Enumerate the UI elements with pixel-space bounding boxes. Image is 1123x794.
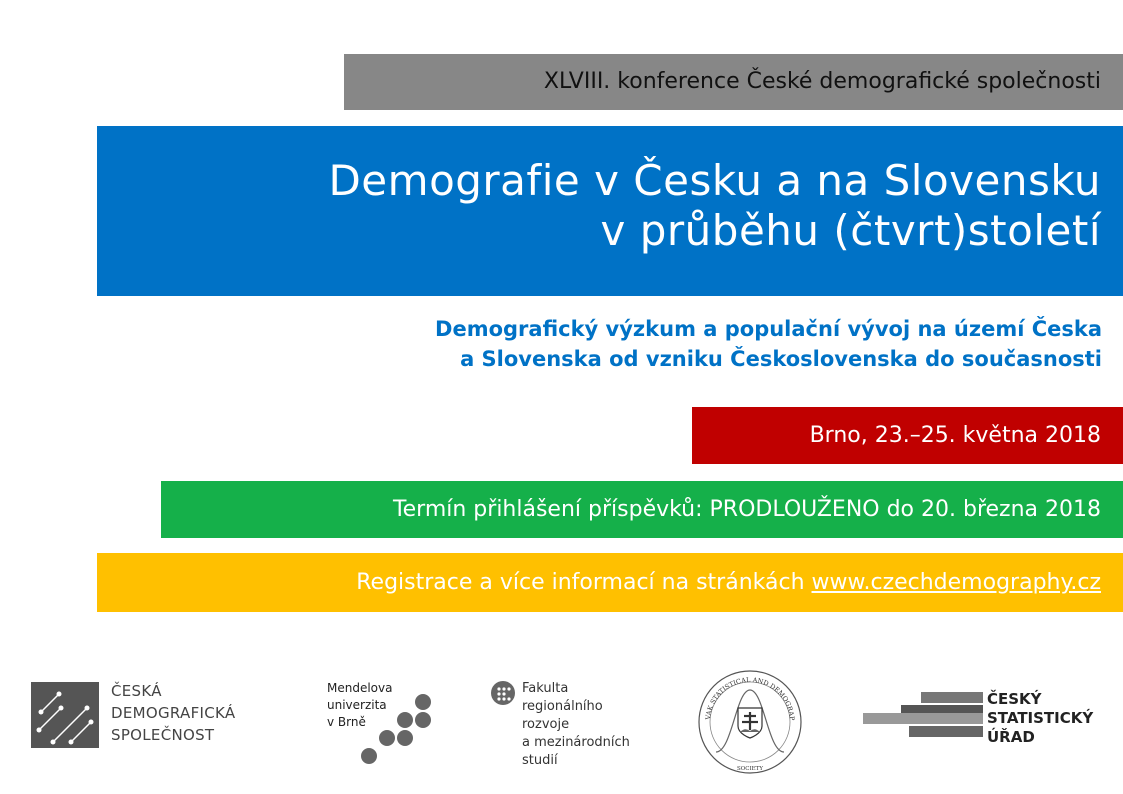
csu-line-2: STATISTICKÝ [987, 709, 1094, 727]
cds-line-1: ČESKÁ [111, 682, 162, 700]
subtitle-line-2: a Slovenska od vzniku Československa do současnosti [460, 347, 1102, 371]
frrms-line-1: Fakulta [522, 681, 569, 696]
dots-icon [325, 680, 445, 770]
seal-bottom-text: SOCIETY [737, 766, 763, 772]
seal-top-text: VAK STATISTICAL AND DEMOGRAP [704, 675, 797, 721]
title-block [97, 126, 1123, 296]
logo-ceska-demograficka-spolecnost [31, 680, 291, 750]
website-link[interactable]: www.czechdemography.cz [811, 570, 1101, 595]
subtitle-line-1: Demografický výzkum a populační vývoj na území Česka [435, 317, 1102, 341]
faculty-dots-icon [490, 680, 520, 710]
frrms-line-3: rozvoje [522, 717, 570, 732]
csu-line-3: ÚŘAD [987, 728, 1035, 746]
conference-name: XLVIII. konference České demografické společnosti [543, 69, 1101, 94]
logo-slovak-society-seal [696, 668, 804, 776]
frrms-line-5: studií [522, 753, 558, 768]
mendel-line-1: Mendelova [327, 681, 393, 695]
cds-line-2: DEMOGRAFICKÁ [111, 704, 236, 722]
logo-cesky-statisticky-urad [863, 690, 1113, 750]
network-icon [31, 682, 99, 748]
conference-header [344, 54, 1123, 110]
mendel-line-2: univerzita [327, 698, 387, 712]
registration-banner [97, 553, 1123, 612]
frrms-line-4: a mezinárodních [522, 735, 630, 750]
mendel-line-3: v Brně [327, 715, 366, 729]
event-date: Brno, 23.–25. května 2018 [809, 423, 1101, 448]
registration-text: Registrace a více informací na stránkách [356, 570, 812, 595]
logo-mendelova-univerzita [325, 680, 445, 770]
csu-bars-icon [863, 690, 983, 750]
csu-line-1: ČESKÝ [987, 690, 1042, 708]
subtitle [202, 314, 1102, 374]
title-line-2: v průběhu (čtvrt)století [600, 206, 1101, 255]
date-banner [692, 407, 1123, 464]
deadline-text: Termín přihlášení příspěvků: PRODLOUŽENO do 20. března 2018 [392, 497, 1101, 522]
logo-fakulta-rrms [490, 680, 660, 775]
deadline-banner [161, 481, 1123, 538]
cds-line-3: SPOLEČNOST [111, 726, 215, 744]
frrms-line-2: regionálního [522, 699, 603, 714]
title-line-1: Demografie v Česku a na Slovensku [328, 156, 1101, 205]
